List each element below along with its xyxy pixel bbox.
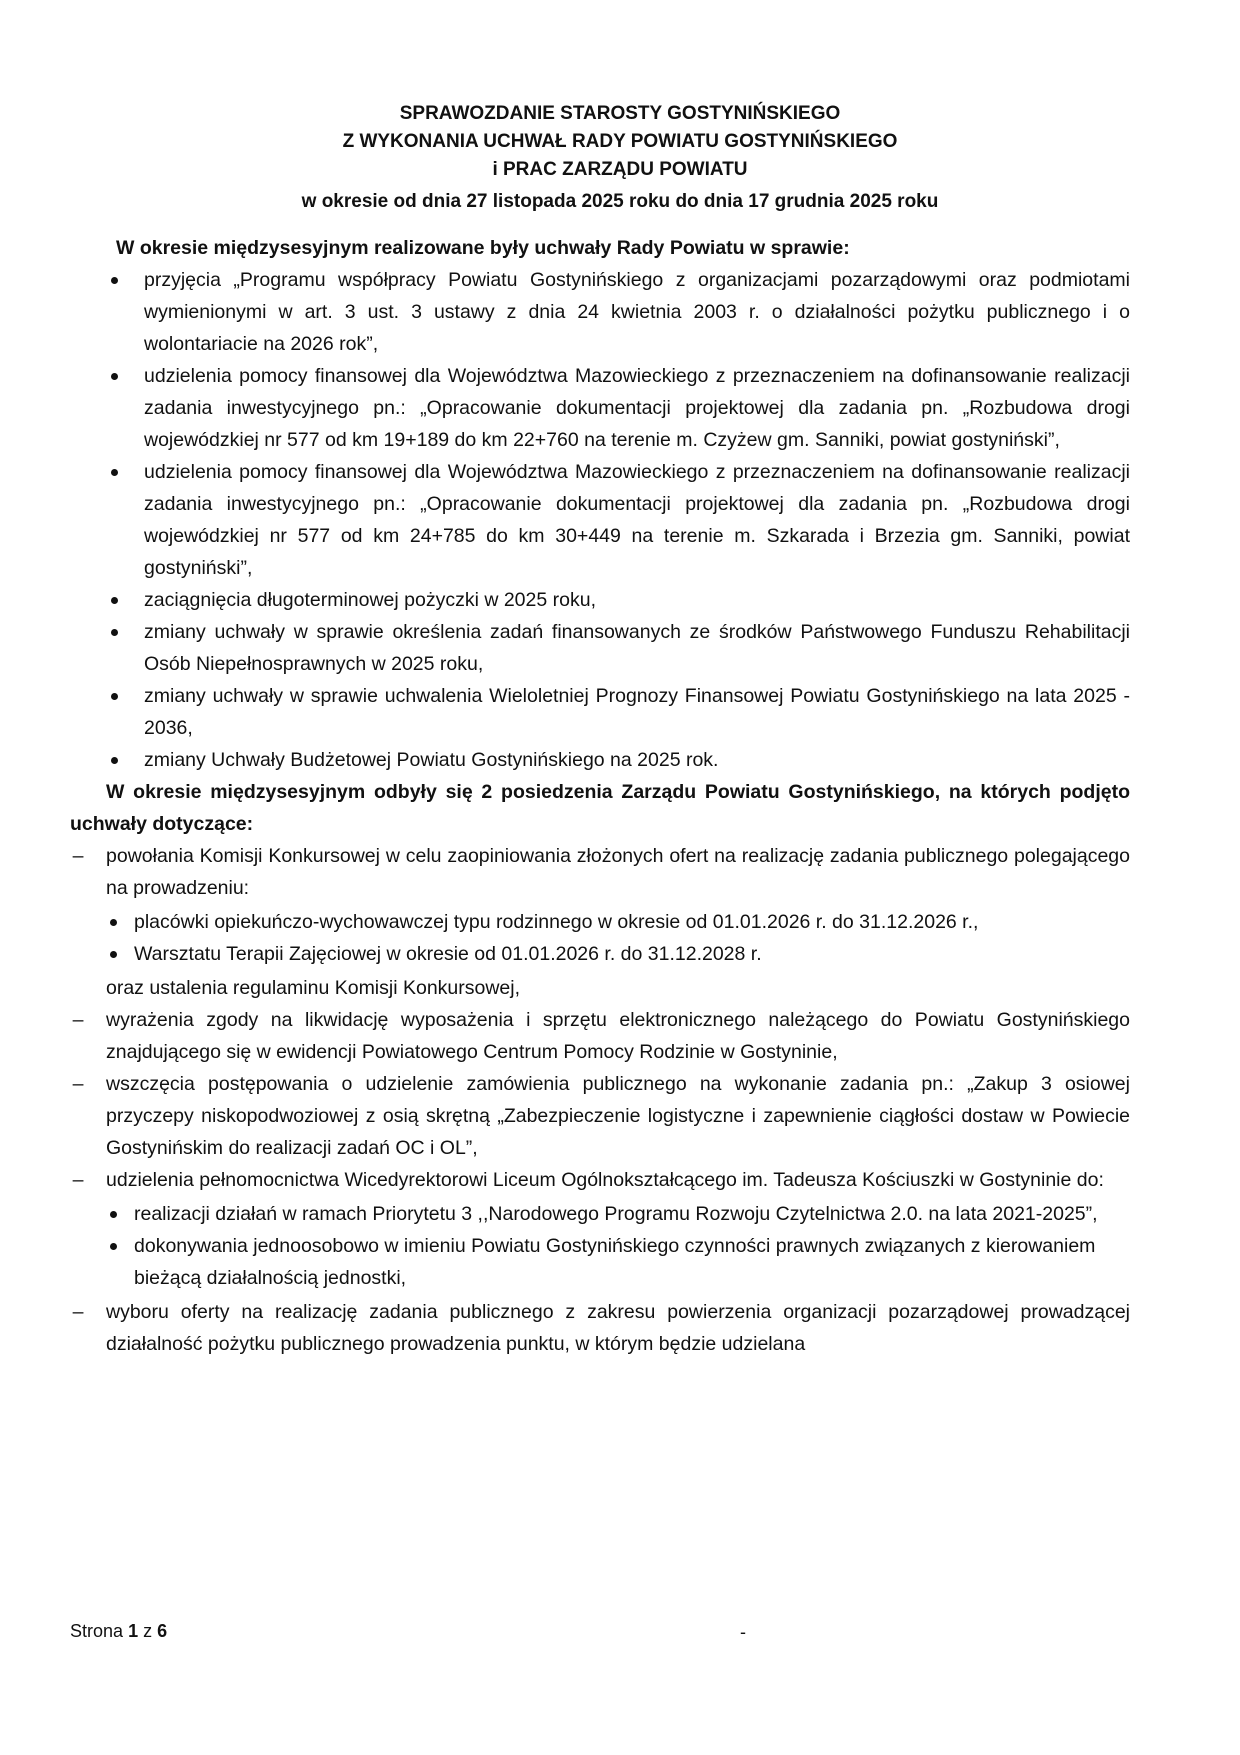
list-item: zmiany uchwały w sprawie określenia zadań finansowanych ze środków Państwowego Funduszu Rehabilitacji Osób Niepełnosprawnych w 2025 roku, [70, 616, 1130, 680]
list-item [70, 1068, 1130, 1164]
dash-marker: – [72, 1169, 84, 1191]
sub-list-item: Warsztatu Terapii Zajęciowej w okresie od 01.01.2026 r. do 31.12.2028 r. [106, 938, 1130, 970]
page-total: 6 [157, 1621, 168, 1641]
list-item: zmiany uchwały w sprawie uchwalenia Wieloletniej Prognozy Finansowej Powiatu Gostynińskiego na lata 2025 - 2036, [70, 680, 1130, 744]
list-item-text: wszczęcia postępowania o udzielenie zamówienia publicznego na wykonanie zadania pn.: „Zakup 3 osiowej przyczepy niskopodwoziowej z osią skrętną „Zabezpieczenie logistyczne i zapewnienie ciągłości dostaw w Powiecie Gostynińskim do realizacji zadań OC i OL”, [106, 1073, 1130, 1159]
scan-mark: - [740, 1622, 746, 1642]
sub-list-item: dokonywania jednoosobowo w imieniu Powiatu Gostynińskiego czynności prawnych związanych z kierowaniem bieżącą działalnością jednostki, [106, 1230, 1130, 1294]
dash-marker: – [72, 1073, 84, 1095]
dash-marker: – [72, 845, 84, 867]
sub-list-item: realizacji działań w ramach Priorytetu 3 ,,Narodowego Programu Rozwoju Czytelnictwa 2.0. na lata 2021-2025”, [106, 1198, 1130, 1230]
list-item [70, 1296, 1130, 1360]
sub-list-item: placówki opiekuńczo-wychowawczej typu rodzinnego w okresie od 01.01.2026 r. do 31.12.2026 r., [106, 906, 1130, 938]
page-footer [70, 1621, 167, 1642]
list-item: zmiany Uchwały Budżetowej Powiatu Gostynińskiego na 2025 rok. [70, 744, 1130, 776]
list-item-text: wyboru oferty na realizację zadania publicznego z zakresu powierzenia organizacji pozarządowej prowadzącej działalność pożytku publicznego prowadzenia punktu, w którym będzie udzielana [106, 1301, 1130, 1355]
list-item-text: udzielenia pełnomocnictwa Wicedyrektorowi Liceum Ogólnokształcącego im. Tadeusza Kościuszki w Gostyninie do: [106, 1169, 1104, 1191]
list-item: udzielenia pomocy finansowej dla Województwa Mazowieckiego z przeznaczeniem na dofinansowanie realizacji zadania inwestycyjnego pn.: „Opracowanie dokumentacji projektowej dla zadania pn. „Rozbudowa drogi wojewódzkiej nr 577 od km 19+189 do km 22+760 na terenie m. Czyżew gm. Sanniki, powiat gostyniński”, [70, 360, 1130, 456]
list-item-text: wyrażenia zgody na likwidację wyposażenia i sprzętu elektronicznego należącego do Powiatu Gostynińskiego znajdującego się w ewidencji Powiatowego Centrum Pomocy Rodzinie w Gostyninie, [106, 1009, 1130, 1063]
list-item: zaciągnięcia długoterminowej pożyczki w 2025 roku, [70, 584, 1130, 616]
page-label: Strona [70, 1621, 124, 1641]
dash-marker: – [72, 1301, 84, 1323]
title-line-2: Z WYKONANIA UCHWAŁ RADY POWIATU GOSTYNIŃSKIEGO [342, 131, 898, 152]
list-item-text: oraz ustalenia regulaminu Komisji Konkursowej, [106, 977, 521, 999]
list-item [70, 1004, 1130, 1068]
page-separator: z [143, 1621, 153, 1641]
list-item-text: powołania Komisji Konkursowej w celu zaopiniowania złożonych ofert na realizację zadania publicznego polegającego na prowadzeniu: [106, 845, 1130, 899]
document-header [0, 100, 1240, 216]
council-resolutions-list [70, 264, 1130, 776]
sub-list [106, 1198, 1130, 1294]
list-item: udzielenia pomocy finansowej dla Województwa Mazowieckiego z przeznaczeniem na dofinansowanie realizacji zadania inwestycyjnego pn.: „Opracowanie dokumentacji projektowej dla zadania pn. „Rozbudowa drogi wojewódzkiej nr 577 od km 24+785 do km 30+449 na terenie m. Szkarada i Brzezia gm. Sanniki, powiat gostyniński”, [70, 456, 1130, 584]
title-line-1: SPRAWOZDANIE STAROSTY GOSTYNIŃSKIEGO [399, 103, 841, 124]
list-item [70, 1164, 1130, 1294]
list-item [70, 840, 1130, 1004]
report-period: w okresie od dnia 27 listopada 2025 roku do dnia 17 grudnia 2025 roku [301, 191, 939, 212]
section2-intro: W okresie międzysesyjnym odbyły się 2 posiedzenia Zarządu Powiatu Gostynińskiego, na których podjęto uchwały dotyczące: [70, 781, 1130, 835]
document-body [70, 232, 1130, 1360]
section1-intro: W okresie międzysesyjnym realizowane były uchwały Rady Powiatu w sprawie: [116, 237, 850, 259]
board-resolutions-list [70, 840, 1130, 1360]
list-item: przyjęcia „Programu współpracy Powiatu Gostynińskiego z organizacjami pozarządowymi oraz podmiotami wymienionymi w art. 3 ust. 3 ustawy z dnia 24 kwietnia 2003 r. o działalności pożytku publicznego i o wolontariacie na 2026 rok”, [70, 264, 1130, 360]
dash-marker: – [72, 1009, 84, 1031]
title-line-3: i PRAC ZARZĄDU POWIATU [492, 159, 748, 180]
page-number: 1 [128, 1621, 139, 1641]
sub-list [106, 906, 1130, 970]
